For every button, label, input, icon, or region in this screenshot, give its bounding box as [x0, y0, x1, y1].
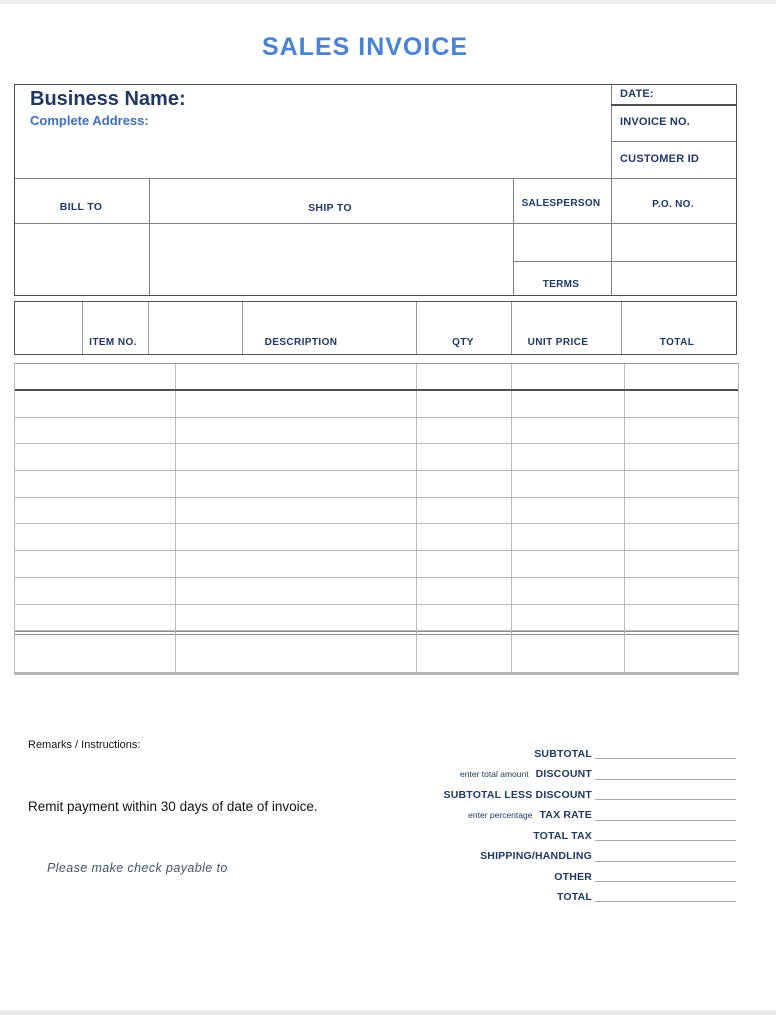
- item-row[interactable]: [15, 391, 738, 418]
- payable-text: Please make check payable to: [47, 861, 228, 875]
- total-row-labels: [554, 867, 592, 885]
- total-row: [330, 782, 736, 802]
- date-label: DATE:: [620, 88, 654, 100]
- total-value-field[interactable]: [595, 820, 736, 821]
- date-field[interactable]: [655, 87, 750, 103]
- invoice-no-label: INVOICE NO.: [620, 116, 691, 128]
- total-row-labels: [460, 764, 592, 782]
- divider: [242, 302, 243, 354]
- total-row: [330, 864, 736, 884]
- customer-id-label: CUSTOMER ID: [620, 153, 700, 165]
- item-row[interactable]: [15, 364, 738, 391]
- total-label: SUBTOTAL LESS DISCOUNT: [443, 788, 592, 801]
- total-label: SUBTOTAL: [534, 748, 592, 760]
- item-row[interactable]: [15, 498, 738, 525]
- total-value-field[interactable]: [595, 799, 736, 800]
- divider: [621, 302, 622, 354]
- po-no-label: P.O. NO.: [652, 199, 694, 210]
- business-name-label: Business Name:: [30, 88, 186, 110]
- total-value-field[interactable]: [595, 881, 736, 882]
- divider: [416, 302, 417, 354]
- total-value-field[interactable]: [595, 840, 736, 841]
- col-unit-price: UNIT PRICE: [527, 337, 589, 348]
- total-row: [330, 741, 736, 761]
- page-bottom-edge: [0, 1010, 776, 1015]
- total-label: SHIPPING/HANDLING: [480, 850, 592, 863]
- total-label: TOTAL: [556, 890, 592, 903]
- divider: [511, 302, 512, 354]
- total-row-labels: [533, 826, 592, 844]
- total-value-field[interactable]: [595, 779, 736, 780]
- complete-address-label: Complete Address:: [30, 113, 149, 128]
- total-row: [330, 884, 736, 904]
- total-row: [330, 823, 736, 843]
- col-total: TOTAL: [659, 337, 695, 348]
- total-value-field[interactable]: [595, 861, 736, 862]
- divider: [148, 302, 149, 354]
- total-row: [330, 843, 736, 863]
- item-row[interactable]: [15, 444, 738, 471]
- col-description: DESCRIPTION: [264, 337, 338, 348]
- remarks-label: Remarks / Instructions:: [28, 739, 141, 751]
- terms-field[interactable]: [613, 263, 750, 295]
- total-label: DISCOUNT: [535, 768, 592, 781]
- item-row[interactable]: [15, 578, 738, 605]
- item-row[interactable]: [15, 635, 738, 660]
- remit-text: Remit payment within 30 days of date of invoice.: [28, 799, 318, 814]
- item-row[interactable]: [15, 524, 738, 551]
- total-row-labels: [468, 805, 592, 823]
- divider: [611, 141, 736, 142]
- divider: [513, 178, 514, 295]
- total-row: [330, 802, 736, 822]
- total-label: OTHER: [554, 870, 592, 883]
- total-note: enter percentage: [468, 810, 533, 821]
- col-qty: QTY: [452, 337, 474, 348]
- divider: [15, 223, 736, 224]
- item-row[interactable]: [15, 418, 738, 445]
- divider: [15, 178, 736, 179]
- divider: [611, 85, 612, 295]
- items-table: [14, 363, 739, 675]
- total-value-field[interactable]: [595, 758, 736, 759]
- total-label: TAX RATE: [539, 809, 592, 822]
- salesperson-field[interactable]: [515, 225, 609, 259]
- total-row-labels: [480, 846, 592, 864]
- salesperson-label: SALESPERSON: [521, 198, 601, 209]
- total-value-field[interactable]: [595, 901, 736, 902]
- item-row[interactable]: [15, 551, 738, 578]
- total-row: [330, 761, 736, 781]
- items-header-band: [14, 301, 737, 355]
- customer-id-field[interactable]: [715, 144, 750, 176]
- totals-section: [330, 741, 736, 904]
- business-address-field[interactable]: [17, 125, 607, 175]
- total-label: TOTAL TAX: [533, 829, 592, 842]
- po-no-field[interactable]: [613, 225, 750, 259]
- bill-to-label: BILL TO: [59, 201, 103, 213]
- total-note: enter total amount: [460, 769, 529, 780]
- divider: [82, 302, 83, 354]
- col-item-no: ITEM NO.: [89, 337, 137, 348]
- page-title: SALES INVOICE: [261, 33, 469, 61]
- item-row[interactable]: [15, 471, 738, 498]
- ship-to-label: SHIP TO: [308, 202, 352, 214]
- divider: [611, 104, 736, 106]
- terms-label: TERMS: [542, 279, 580, 290]
- page-top-edge: [0, 0, 776, 4]
- item-row[interactable]: [15, 605, 738, 632]
- bill-to-field[interactable]: [17, 225, 147, 295]
- divider: [149, 178, 150, 295]
- total-row-labels: [557, 887, 592, 905]
- invoice-no-field[interactable]: [715, 107, 750, 139]
- total-row-labels: [444, 785, 593, 803]
- divider: [513, 261, 736, 262]
- total-row-labels: [534, 744, 592, 762]
- ship-to-field[interactable]: [151, 225, 511, 295]
